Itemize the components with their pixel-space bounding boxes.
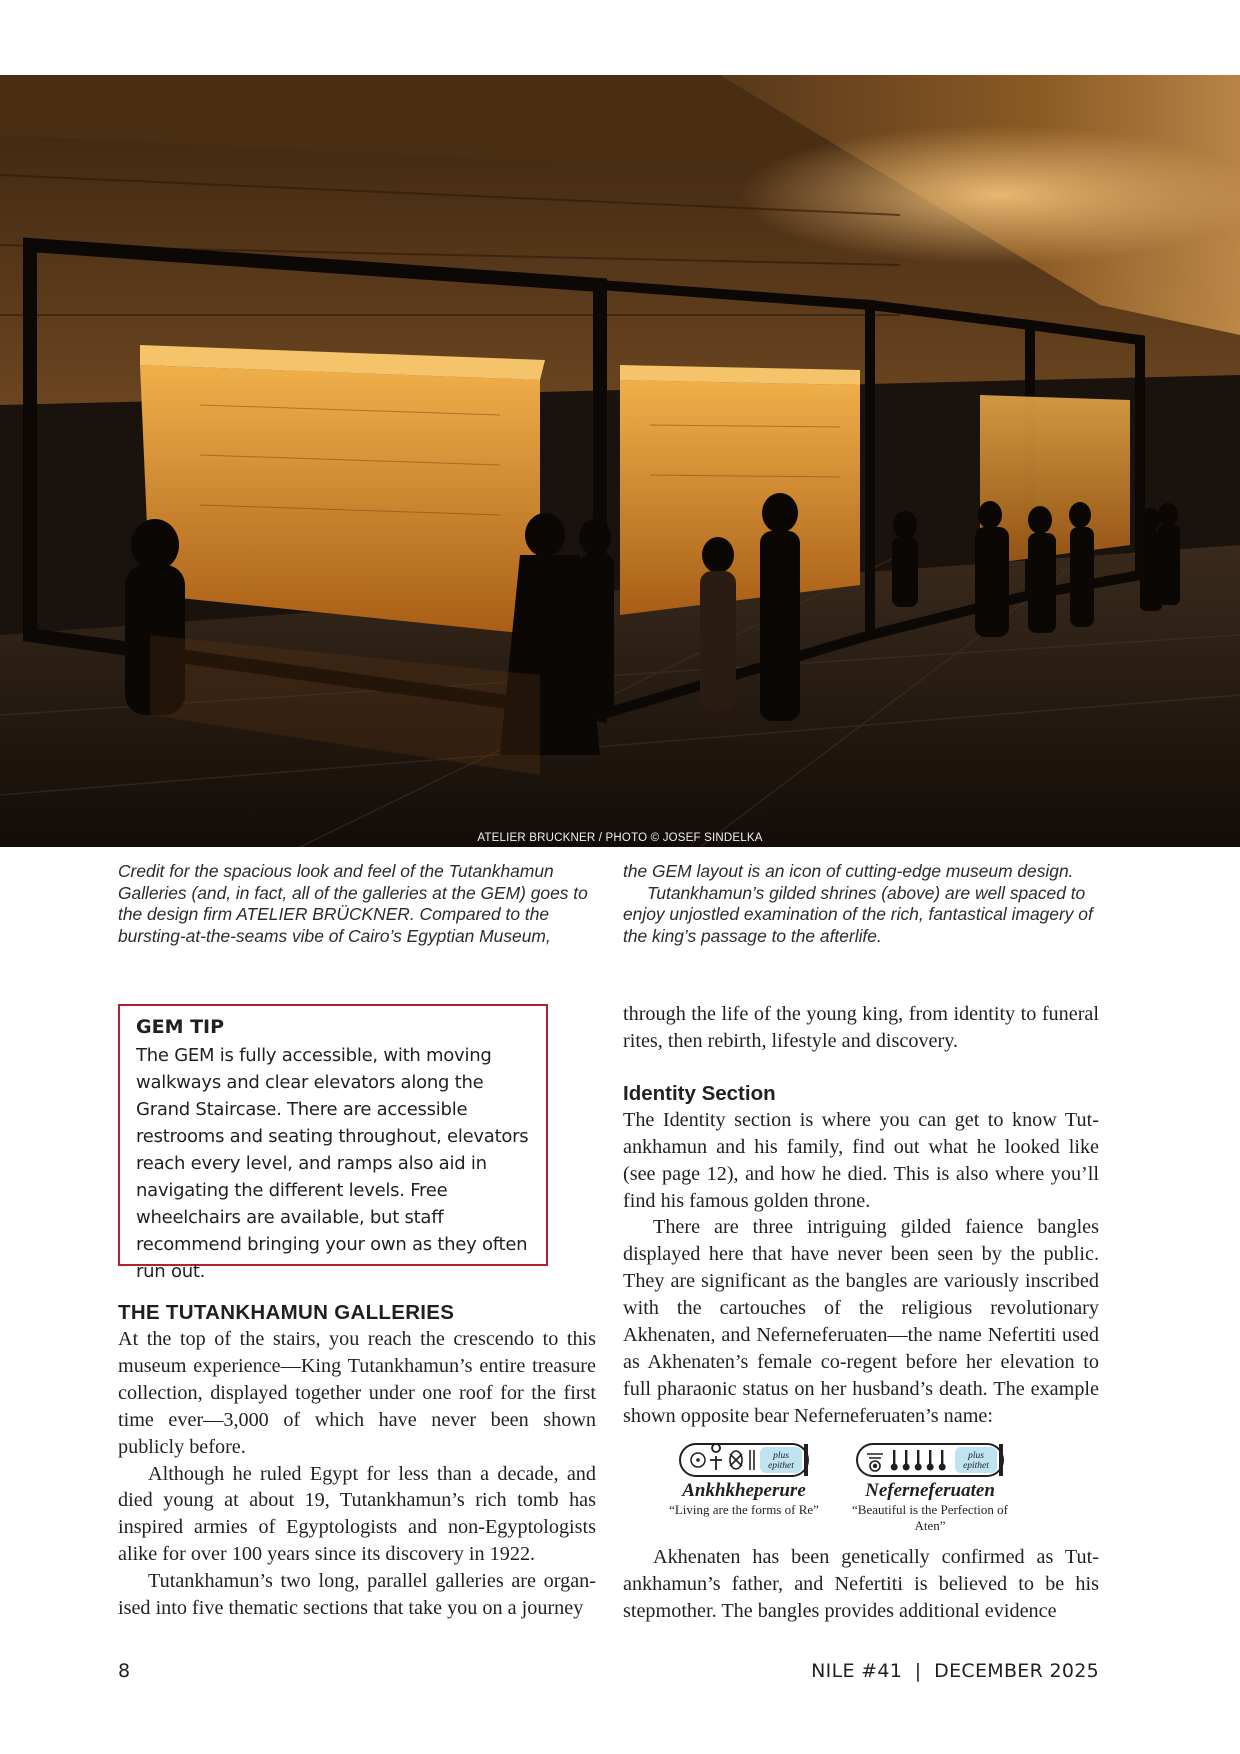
paragraph: The Identity section is where you can get to know Tutankhamun and his family, find out what he looked like (see page 12), and how he died. This is also where you’ll find his famous golden throne. — [623, 1108, 1099, 1212]
tip-body: The GEM is fully accessible, with moving walkways and clear elevators along the Grand Staircase. There are accessible restrooms and seating throughout, elevators reach every level, and ramps also aid in navigating the different levels. Free wheelchairs are available, but staff recommend bringing your own as they often run out. — [136, 1045, 529, 1282]
cartouche-epithet-label: plus — [968, 1450, 984, 1461]
tip-title: GEM TIP — [136, 1016, 225, 1038]
caption-text: Tutankhamun’s gilded shrines (above) are well spaced to enjoy unjostled examination of the rich, fantastical imagery of the king’s passage to the afterlife. — [623, 882, 1093, 946]
cartouche-glyph-icon — [855, 1442, 1005, 1478]
photo-credit: ATELIER BRUCKNER / PHOTO © JOSEF SINDELKA — [477, 832, 763, 844]
hero-photo — [0, 75, 1240, 847]
cartouche-meaning: “Living are the forms of Re” — [669, 1501, 819, 1517]
paragraph: Akhenaten has been genetically confirmed as Tutankhamun’s father, and Nefertiti is believed to be his stepmother. The bangles provides additional evidence — [623, 1545, 1099, 1622]
paragraph: There are three intriguing gilded faience bangles displayed here that have never been seen by the public. They are significant as the bangles are variously inscribed with the cartouches of the religious revolutionary Akhenaten, and Neferneferuaten—the name Nefertiti used as Akhenaten’s female co-regent before her elevation to full pharaonic status on her husband’s death. The example shown opposite bear Neferneferuaten’s name: — [623, 1216, 1099, 1427]
gem-tip-box — [118, 1004, 548, 1282]
paragraph: Although he ruled Egypt for less than a decade, and died young at about 19, Tutankhamun’s rich tomb has inspired armies of Egyptologists and non-Egyptologists alike for over 100 years since its discovery in 1922. — [118, 1462, 596, 1566]
section-heading-identity: Identity Section — [623, 1081, 776, 1105]
cartouche-glyph-icon — [678, 1442, 810, 1478]
gallery-illustration — [0, 75, 1240, 847]
paragraph: through the life of the young king, from identity to funeral rites, then rebirth, lifestyle and discovery. — [623, 1003, 1099, 1052]
cartouche-figure — [623, 1442, 1099, 1534]
cartouche-name: Neferneferuaten — [865, 1479, 995, 1501]
page-number: 8 — [118, 1660, 131, 1682]
article-column-left — [118, 1300, 596, 1622]
article-column-right — [623, 1001, 1099, 1624]
paragraph: Tutankhamun’s two long, parallel galleries are organised into five thematic sections that take you on a journey — [118, 1570, 596, 1620]
cartouche-name: Ankhkheperure — [682, 1479, 806, 1501]
cartouche-epithet-label: epithet — [963, 1460, 989, 1471]
cartouche-ankhkheperure — [659, 1442, 829, 1518]
photo-caption-right — [623, 861, 1113, 947]
cartouche-meaning: “Beautiful is the Perfection of Aten” — [852, 1501, 1008, 1533]
publication-issue: NILE #41 | DECEMBER 2025 — [811, 1660, 1099, 1682]
cartouche-epithet-label: epithet — [768, 1460, 794, 1471]
section-heading-galleries: THE TUTANKHAMUN GALLERIES — [118, 1301, 455, 1324]
caption-text: the GEM layout is an icon of cutting-edge museum design. — [623, 861, 1074, 881]
paragraph: At the top of the stairs, you reach the crescendo to this museum experience—King Tutankhamun’s entire treasure collection, displayed together under one roof for the first time ever—3,000 of which have never been shown publicly before. — [118, 1328, 596, 1458]
cartouche-epithet-label: plus — [773, 1450, 789, 1461]
cartouche-neferneferuaten — [845, 1442, 1015, 1534]
caption-text: Credit for the spacious look and feel of the Tutankhamun Galleries (and, in fact, all of the galleries at the GEM) goes to the design firm ATELIER BRÜCKNER. Compared to the bursting-at-the-seams vibe of Cairo’s Egyptian Museum, — [118, 861, 588, 946]
photo-caption-left — [118, 861, 608, 947]
